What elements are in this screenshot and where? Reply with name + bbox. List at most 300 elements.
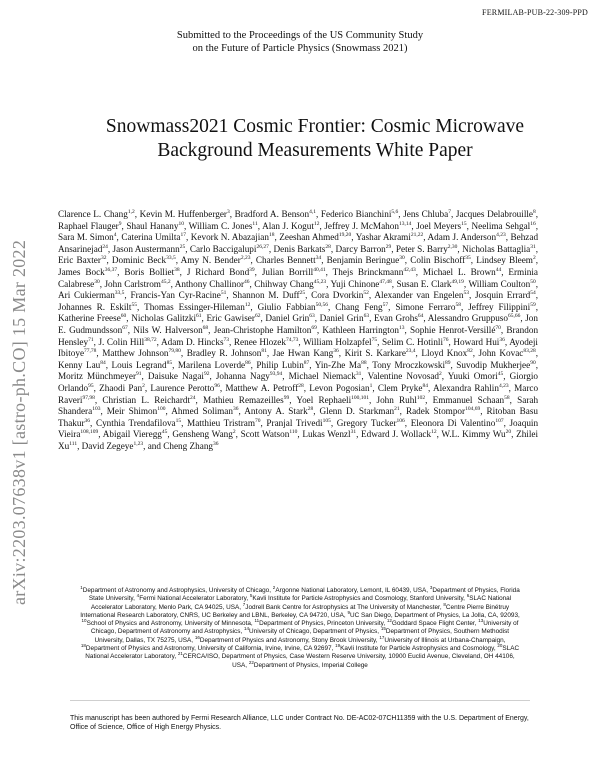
author-affiliation-mark: 7 xyxy=(448,208,451,215)
author-affiliation-mark: 36 xyxy=(333,348,339,355)
author-affiliation-mark: 55 xyxy=(131,301,137,308)
author-name: Katherine Freese xyxy=(58,313,121,324)
submission-line-2: on the Future of Particle Physics (Snowmass 2021) xyxy=(192,43,408,54)
author-affiliation-mark: 2 xyxy=(232,429,236,436)
author-affiliation-mark: 87 xyxy=(303,359,310,366)
author-affiliation-mark: 71 xyxy=(88,336,94,343)
author-name: Zeeshan Ahmed xyxy=(279,232,339,243)
author-affiliation-mark: 38 xyxy=(174,266,180,273)
author-affiliation-mark: 1,23 xyxy=(133,440,144,447)
affiliation-text: Jodrell Bank Centre for Astrophysics at The University of Manchester, xyxy=(245,603,442,611)
author-name: Mathieu Remazeilles xyxy=(203,394,284,405)
affiliation-number: 16 xyxy=(194,634,200,640)
footnote-divider xyxy=(70,700,530,701)
author-affiliation-mark: 60 xyxy=(120,313,127,320)
author-name: Caterina Umilta xyxy=(121,232,181,243)
author-affiliation-mark: 25 xyxy=(179,243,186,250)
author-affiliation-mark: 45 xyxy=(497,371,504,378)
author-name: Federico Bianchini xyxy=(320,209,392,219)
author-affiliation-mark: 70 xyxy=(495,324,501,331)
author-name: Matthieu Tristram xyxy=(187,417,255,428)
author-affiliation-mark: 26,27 xyxy=(256,243,269,250)
author-affiliation-mark: 4 xyxy=(113,232,117,239)
affiliation-number: 2 xyxy=(272,584,276,590)
affiliation-number: 22 xyxy=(248,659,254,665)
affiliation-number: 21 xyxy=(177,651,183,657)
author-name: Gensheng Wang xyxy=(172,429,233,440)
author-name: Lloyd Knox xyxy=(421,348,468,359)
author-name: Kevin M. Huffenberger xyxy=(139,209,227,219)
author-name: Ahmed Soliman xyxy=(171,406,233,417)
author-name: Ari Cukierman xyxy=(58,290,115,301)
author-affiliation-mark: 83,28 xyxy=(523,348,536,355)
author-name: Matthew Johnson xyxy=(102,348,169,359)
author-name: Shannon M. Duff xyxy=(232,290,300,301)
author-affiliation-mark: 62 xyxy=(254,313,261,320)
author-affiliation-mark: 30 xyxy=(94,278,100,285)
author-name: Lukas Wenzl xyxy=(302,429,351,440)
affiliation-text: Goddard Space Flight Center, xyxy=(391,620,477,628)
author-name: William C. Jones xyxy=(188,220,253,231)
author-name: James Bock xyxy=(58,266,105,277)
author-affiliation-mark: 103 xyxy=(92,406,101,413)
author-affiliation-mark: 13,14 xyxy=(398,220,412,227)
author-name: Nicholas Battaglia xyxy=(462,243,531,254)
author-affiliation-mark: 39 xyxy=(249,266,255,273)
author-name: Giulio Fabbian xyxy=(257,301,316,312)
author-affiliation-mark: 63 xyxy=(363,313,370,320)
author-affiliation-mark: 29 xyxy=(385,243,392,250)
affiliation-text: Kavli Institute for Particle Astrophysics and Cosmology, xyxy=(340,645,496,653)
author-affiliation-mark: 40,41 xyxy=(313,266,326,273)
affiliation-number: 17 xyxy=(379,634,385,640)
author-name: Dominic Beck xyxy=(111,255,167,266)
author-affiliation-mark: 108,109 xyxy=(80,429,99,436)
author-affiliation-mark: 54 xyxy=(530,290,536,297)
author-name: Clarence L. Chang xyxy=(58,209,128,219)
author-affiliation-mark: 95 xyxy=(88,382,94,389)
author-affiliation-mark: 51 xyxy=(220,290,227,297)
author-name: Alan J. Kogut xyxy=(262,220,314,231)
affiliation-number: 5 xyxy=(249,593,253,599)
author-name: Carlo Baccigalupi xyxy=(189,243,257,254)
arxiv-identifier-stamp: arXiv:2203.07638v1 [astro-ph.CO] 15 Mar 2022 xyxy=(9,239,29,605)
author-name: Bradley R. Johnson xyxy=(186,348,262,359)
author-name: Raphael Flauger xyxy=(58,220,119,231)
author-affiliation-mark: 2,30 xyxy=(447,243,458,250)
author-name: Sara M. Simon xyxy=(58,232,114,243)
author-name: Philip Lubin xyxy=(256,359,304,370)
author-name: Shaul Hanany xyxy=(126,220,179,231)
affiliation-text: UC San Diego, Department of Physics, La Jolla, CA, 92093, xyxy=(349,611,520,619)
author-affiliation-mark: 50 xyxy=(530,278,536,285)
author-affiliation-mark: 91 xyxy=(136,371,142,378)
author-affiliation-mark: 106 xyxy=(396,417,405,424)
author-affiliation-mark: 76 xyxy=(443,336,449,343)
author-name: Sarah Shandera xyxy=(58,394,539,417)
author-name: Daisuke Nagai xyxy=(147,371,204,382)
author-name: Gregory Tucker xyxy=(336,417,397,428)
author-affiliation-mark: 61 xyxy=(196,313,202,320)
affiliation-text: Department of Physics and Astronomy, Stony Brook University, xyxy=(199,636,378,644)
author-affiliation-mark: 58 xyxy=(455,301,461,308)
author-affiliation-mark: 92 xyxy=(203,371,210,378)
affiliation-text: CERCA/ISO, Department of Physics, Case Western Reserve University, 10900 Euclid Avenue, Cleveland, OH 44106, USA, xyxy=(182,653,515,669)
author-name: Marco Raveri xyxy=(58,382,539,405)
affiliation-text: Department of Physics, Princeton University, xyxy=(259,620,386,628)
author-name: Brandon Hensley xyxy=(58,324,539,347)
author-name: Abigail Vieregg xyxy=(102,429,162,440)
author-name: Kenny Lau xyxy=(58,359,101,370)
author-name: Eric Baxter xyxy=(58,255,101,266)
author-name: Marilena Loverde xyxy=(177,359,246,370)
author-affiliation-mark: 4,1 xyxy=(309,208,316,215)
author-name: Denis Barkats xyxy=(273,243,326,254)
author-affiliation-mark: 32 xyxy=(100,255,107,262)
author-name: Colin Bischoff xyxy=(410,255,466,266)
author-name: Cynthia Trendafilova xyxy=(95,417,176,428)
author-affiliation-mark: 58 xyxy=(504,394,510,401)
author-name: Alexandra Rahlin xyxy=(432,382,499,393)
author-affiliation-mark: 19,20 xyxy=(338,232,352,239)
author-affiliation-mark: 31 xyxy=(355,371,362,378)
author-name: Christian L. Reichardt xyxy=(102,394,191,405)
submission-notice xyxy=(0,29,600,55)
author-affiliation-mark: 31 xyxy=(350,429,357,436)
author-affiliation-mark: 20 xyxy=(505,429,512,436)
author-affiliation-mark: 21,22 xyxy=(410,232,424,239)
affiliation-text: Department of Physics, Florida State University, xyxy=(88,587,520,603)
author-name: Thomas Essinger-Hileman xyxy=(144,301,245,312)
author-name: Darcy Barron xyxy=(335,243,386,254)
author-name: Tony Mroczkowski xyxy=(372,359,445,370)
author-name: Amy N. Bender xyxy=(180,255,241,266)
author-name: John Carlstrom xyxy=(104,278,161,289)
author-affiliation-mark: 84 xyxy=(422,382,428,389)
author-affiliation-mark: 24 xyxy=(190,394,196,401)
author-affiliation-mark: 107 xyxy=(495,417,504,424)
author-affiliation-mark: 79,80 xyxy=(168,348,181,355)
submission-line-1: Submitted to the Proceedings of the US Community Study xyxy=(176,30,424,41)
affiliation-number: 8 xyxy=(443,601,446,607)
author-name: Suvodip Mukherjee xyxy=(456,359,531,370)
author-name: Erminia Calabrese xyxy=(58,266,538,289)
author-affiliation-mark: 10 xyxy=(178,220,184,227)
author-name: Francis-Yan Cyr-Racine xyxy=(130,290,221,301)
author-name: Howard Hui xyxy=(453,336,500,347)
author-affiliation-mark: 49,19 xyxy=(451,278,464,285)
author-name: Kevork N. Abazajian xyxy=(190,232,269,243)
author-affiliation-mark: 9 xyxy=(118,220,122,227)
author-affiliation-mark: 96 xyxy=(214,382,220,389)
author-name: Giorgio Orlando xyxy=(58,371,539,393)
affiliation-number: 14 xyxy=(244,626,250,632)
affiliation-number: 15 xyxy=(380,626,386,632)
affiliations-list xyxy=(78,584,522,670)
author-name: J Richard Bond xyxy=(186,266,250,277)
author-name: Yuji Chinone xyxy=(330,278,380,289)
author-affiliation-mark: 75 xyxy=(371,336,378,343)
affiliation-number: 10 xyxy=(81,618,87,624)
author-affiliation-mark: 50,56 xyxy=(315,301,328,308)
affiliation-number: 7 xyxy=(242,601,246,607)
author-affiliation-mark: 69 xyxy=(311,324,317,331)
author-name: Pranjal Trivedi xyxy=(266,417,323,428)
author-affiliation-mark: 34 xyxy=(315,255,322,262)
author-affiliation-mark: 21 xyxy=(394,406,400,413)
author-affiliation-mark: 1,2 xyxy=(127,208,135,215)
author-affiliation-mark: 12 xyxy=(313,220,320,227)
author-affiliation-mark: 4,23 xyxy=(498,382,509,389)
author-name: Adam J. Anderson xyxy=(427,232,497,243)
author-affiliation-mark: 70 xyxy=(254,417,261,424)
author-name: Emmanuel Schaan xyxy=(432,394,505,405)
author-affiliation-mark: 86 xyxy=(245,359,251,366)
affiliation-text: SLAC National Accelerator Laboratory, xyxy=(85,645,520,661)
author-name: Kirit S. Karkare xyxy=(344,348,406,359)
author-affiliation-mark: 31 xyxy=(530,243,536,250)
author-affiliation-mark: 36 xyxy=(499,336,505,343)
affiliation-text: University of Chicago, Department of Astronomy and Astrophysics, xyxy=(90,620,519,636)
author-affiliation-mark: 64 xyxy=(417,313,424,320)
author-name: Evan Grohs xyxy=(373,313,418,324)
author-affiliation-mark: 57 xyxy=(382,301,389,308)
author-affiliation-mark: 36 xyxy=(213,440,219,447)
author-affiliation-mark: 97,98 xyxy=(82,394,95,401)
author-affiliation-mark: 8 xyxy=(533,208,536,215)
author-affiliation-mark: 15 xyxy=(461,220,467,227)
author-affiliation-mark: 2 xyxy=(439,371,442,378)
author-affiliation-mark: 1 xyxy=(369,382,373,389)
author-name: Eric Gawiser xyxy=(206,313,255,324)
author-affiliation-mark: 45,23 xyxy=(313,278,327,285)
author-affiliation-mark: 33,5 xyxy=(114,290,125,297)
author-name: Neelima Sehgal xyxy=(471,220,531,231)
author-affiliation-mark: 88 xyxy=(361,359,367,366)
author-name: David Zegeye xyxy=(81,440,134,451)
report-number: FERMILAB-PUB-22-309-PPD xyxy=(482,8,588,17)
author-name: Cheng Zhang xyxy=(163,440,214,451)
affiliation-number: 13 xyxy=(478,618,484,624)
author-affiliation-mark: 11 xyxy=(252,220,258,227)
author-name: William Coulton xyxy=(468,278,531,289)
author-name: Boris Bolliet xyxy=(124,266,175,277)
author-name: Simone Ferraro xyxy=(395,301,456,312)
affiliation-text: School of Physics and Astronomy, University of Minnesota, xyxy=(86,620,253,628)
author-name: Yuuki Omori xyxy=(447,371,498,382)
affiliation-text: Kavli Institute for Particle Astrophysics and Cosmology, Stanford University, xyxy=(252,595,465,603)
author-affiliation-mark: 16 xyxy=(530,220,536,227)
author-name: Michael L. Brown xyxy=(422,266,496,277)
author-name: Jason Austermann xyxy=(112,243,180,254)
author-name: Selim C. Hotinli xyxy=(381,336,444,347)
author-name: Nicholas Galitzki xyxy=(131,313,197,324)
affiliation-number: 11 xyxy=(254,618,260,624)
author-affiliation-mark: 68 xyxy=(202,324,209,331)
author-name: Eleonora Di Valentino xyxy=(410,417,496,428)
author-name: Valentine Novosad xyxy=(367,371,440,382)
author-name: Joaquin Vieira xyxy=(58,417,539,440)
author-affiliation-mark: 42,43 xyxy=(403,266,416,273)
author-name: Clem Pryke xyxy=(377,382,423,393)
author-affiliation-mark: 73 xyxy=(223,336,230,343)
author-affiliation-mark: 47,48 xyxy=(379,278,392,285)
author-name: J. Colin Hill xyxy=(98,336,145,347)
author-affiliation-mark: 81 xyxy=(261,348,267,355)
author-affiliation-mark: 15 xyxy=(175,417,182,424)
affiliation-number: 18 xyxy=(80,642,86,648)
author-affiliation-mark: 104,69 xyxy=(465,406,481,413)
author-name: Charles Bennett xyxy=(255,255,316,266)
author-affiliation-mark: 63 xyxy=(309,313,315,320)
affiliation-text: Department of Physics, Imperial College xyxy=(253,661,368,669)
author-affiliation-mark: 65,66 xyxy=(507,313,521,320)
author-name: Cora Dvorkin xyxy=(311,290,364,301)
author-name: Jean-Christophe Hamilton xyxy=(213,324,312,335)
paper-title: Snowmass2021 Cosmic Frontier: Cosmic Microwave Background Measurements White Paper xyxy=(105,116,525,161)
author-name: Scott Watson xyxy=(240,429,290,440)
author-affiliation-mark: 13 xyxy=(399,324,405,331)
author-name: Susan E. Clark xyxy=(396,278,452,289)
author-affiliation-mark: 30 xyxy=(399,255,405,262)
author-name: Alessandro Gruppuso xyxy=(427,313,508,324)
affiliation-text: SLAC National Accelerator Laboratory, Menlo Park, CA 94025, USA, xyxy=(90,595,512,611)
author-name: W.L. Kimmy Wu xyxy=(441,429,506,440)
author-affiliation-mark: 36,37 xyxy=(104,266,118,273)
author-name: Adam D. Hincks xyxy=(160,336,224,347)
affiliation-number: 20 xyxy=(497,642,503,648)
affiliation-text: Centre Pierre Binétruy International Research Laboratory, CNRS, UC Berkeley and LBNL, Berkeley, CA 94720, USA, xyxy=(80,603,510,619)
author-name: Chihway Chang xyxy=(254,278,314,289)
author-name: Meir Shimon xyxy=(106,406,158,417)
author-name: Sophie Henrot-Versillé xyxy=(410,324,496,335)
author-affiliation-mark: 4,23 xyxy=(496,232,506,239)
author-name: William Holzapfel xyxy=(303,336,372,347)
author-name: Ritoban Basu Thakur xyxy=(58,406,538,428)
author-affiliation-mark: 53 xyxy=(463,290,469,297)
author-affiliation-mark: 2,23 xyxy=(240,255,251,262)
author-affiliation-mark: 82 xyxy=(467,348,473,355)
author-affiliation-mark: 18 xyxy=(268,232,275,239)
author-affiliation-mark: 46 xyxy=(244,278,250,285)
author-name: Daniel Grin xyxy=(319,313,364,324)
author-name: Renee Hlozek xyxy=(233,336,286,347)
affiliation-text: University of Illinois at Urbana-Champaign, xyxy=(384,636,506,644)
author-name: Kathleen Harrington xyxy=(322,324,400,335)
author-name: Alexander van Engelen xyxy=(374,290,464,301)
author-name: Jae Hwan Kang xyxy=(272,348,334,359)
author-affiliation-mark: 17 xyxy=(180,232,186,239)
author-affiliation-mark: 5,6 xyxy=(391,208,399,215)
author-affiliation-mark: 33,5 xyxy=(166,255,176,262)
author-name: Bradford A. Benson xyxy=(234,209,310,219)
author-name: Moritz Münchmeyer xyxy=(58,371,137,382)
author-affiliation-mark: 67 xyxy=(122,324,128,331)
affiliation-text: Argonne National Laboratory, Lemont, IL 60439, USA, xyxy=(275,587,429,594)
affiliation-number: 9 xyxy=(347,609,350,615)
affiliation-number: 19 xyxy=(335,642,341,648)
author-affiliation-mark: 28 xyxy=(307,406,314,413)
author-name: Matthew A. Petroff xyxy=(225,382,299,393)
author-name: Jeffrey Filippini xyxy=(468,301,531,312)
author-affiliation-mark: 25 xyxy=(299,290,306,297)
author-affiliation-mark: 23,4 xyxy=(405,348,416,355)
author-affiliation-mark: 59 xyxy=(530,301,536,308)
author-affiliation-mark: 12 xyxy=(244,301,251,308)
author-name: Jeffrey J. McMahon xyxy=(324,220,399,231)
author-name: Laurence Perotto xyxy=(150,382,215,393)
author-affiliation-mark: 100,101 xyxy=(351,394,370,401)
affiliation-number: 3 xyxy=(429,584,433,590)
author-affiliation-mark: 52 xyxy=(363,290,369,297)
author-name: Joel Meyers xyxy=(416,220,462,231)
author-name: Josquin Errard xyxy=(474,290,531,301)
author-name: Thejs Brinckmann xyxy=(332,266,404,277)
author-name: Levon Pogosian xyxy=(309,382,370,393)
author-name: Edward J. Wollack xyxy=(361,429,432,440)
author-name: Peter S. Barry xyxy=(395,243,448,254)
author-affiliation-mark: 38,72 xyxy=(144,336,157,343)
author-name: Ayodeji Ibitoye xyxy=(58,336,538,359)
author-affiliation-mark: 28 xyxy=(325,243,331,250)
author-name: Behzad Ansarinejad xyxy=(58,232,539,254)
author-name: Benjamin Beringue xyxy=(326,255,400,266)
author-affiliation-mark: 2 xyxy=(142,382,145,389)
author-name: Johannes R. Eskilt xyxy=(58,301,132,312)
author-affiliation-mark: 100 xyxy=(157,406,166,413)
author-name: Jens Chluba xyxy=(403,209,449,219)
author-name: Lindsey Bleem xyxy=(476,255,533,266)
affiliation-text: University of Chicago, Department of Physics, xyxy=(249,628,380,636)
author-affiliation-mark: 45 xyxy=(161,429,168,436)
author-affiliation-mark: 12 xyxy=(431,429,437,436)
author-name: Yoel Rephaeli xyxy=(296,394,352,405)
author-affiliation-mark: 74,73 xyxy=(285,336,299,343)
author-name: Zhaodi Pan xyxy=(99,382,143,393)
author-name: John Kovac xyxy=(478,348,524,359)
author-affiliation-mark: 84 xyxy=(100,359,106,366)
author-name: Nils W. Halverson xyxy=(133,324,203,335)
affiliation-text: Department of Physics, Southern Methodist University, Dallas, TX 75275, USA, xyxy=(94,628,510,644)
author-name: Johanna Nagy xyxy=(215,371,270,382)
author-name: Michael Niemack xyxy=(288,371,356,382)
author-affiliation-mark: 99 xyxy=(283,394,290,401)
author-name: Radek Stompor xyxy=(405,406,466,417)
author-affiliation-mark: 36 xyxy=(232,406,239,413)
affiliation-number: 4 xyxy=(136,593,140,599)
author-affiliation-mark: 2 xyxy=(532,255,536,262)
author-affiliation-mark: 93,94 xyxy=(269,371,283,378)
funding-footnote: This manuscript has been authored by Fermi Research Alliance, LLC under Contract No. DE-AC02-07CH11359 with the U.S. Department of Energy, Office of Science, Office of High Energy Physics. xyxy=(70,715,529,732)
author-name: Chang Feng xyxy=(335,301,383,312)
author-name: Yin-Zhe Ma xyxy=(314,359,362,370)
author-name: Antony A. Stark xyxy=(244,406,308,417)
author-affiliation-mark: 35 xyxy=(465,255,471,262)
author-name: Julian Borrill xyxy=(261,266,314,277)
author-name: Glenn D. Starkman xyxy=(319,406,395,417)
author-name: Yashar Akrami xyxy=(355,232,411,243)
author-affiliation-mark: 89 xyxy=(445,359,451,366)
author-list: Clarence L. Chang$^{1,2}$, Kevin M. Huffenberger$^3$, Bradford A. Benson$^{4,1}$, Federico Bianchini$^{5,6}$, Jens Chluba$^7$, Jacques Delabrouille$^8$, Raphael Flauger$^9$, Shaul Hanany$^{10}$, William C. Jones$^{11}$, Alan J. Kogut$^{12}$, Jeffrey J. McMahon$^{13,14}$, Joel Meyers$^{15}$, Neelima Sehgal$^{16}$, Sara M. Simon$^4$, Caterina Umilta$^{17}$, Kevork N. Abazajian$^{18}$, Zeeshan Ahmed$^{19,20}$, Yashar Akrami$^{21,22}$, Adam J. Anderson$^{4,23}$, Behzad Ansarinejad$^{24}$, Jason Austermann$^{25}$, Carlo Baccigalupi$^{26,27}$, Denis Barkats$^{28}$, Darcy Barron$^{29}$, Peter S. Barry$^{2,30}$, Nicholas Battaglia$^{31}$, Eric Baxter$^{32}$, Dominic Beck$^{33,5}$, Amy N. Bender$^{2,23}$, Charles Bennett$^{34}$, Benjamin Beringue$^{30}$, Colin Bischoff$^{35}$, Lindsey Bleem$^2$, James Bock$^{36,37}$, Boris Bolliet$^{38}$, J Richard Bond$^{39}$, Julian Borrill$^{40,41}$, Thejs Brinckmann$^{42,43}$, Michael L. Brown$^{44}$, Erminia Calabrese$^{30}$, John Carlstrom$^{45,2}$, Anthony Challinor$^{46}$, Chihway Chang$^{45,23}$, Yuji Chinone$^{47,48}$, Susan E. Clark$^{49,19}$, William Coulton$^{50}$, Ari Cukierman$^{33,5}$, Francis-Yan Cyr-Racine$^{51}$, Shannon M. Duff$^{25}$, Cora Dvorkin$^{52}$, Alexander van Engelen$^{53}$, Josquin Errard$^{54}$, Johannes R. Eskilt$^{55}$, Thomas Essinger-Hileman$^{12}$, Giulio Fabbian$^{50,56}$, Chang Feng$^{57}$, Simone Ferraro$^{58}$, Jeffrey Filippini$^{59}$, Katherine Freese$^{60}$, Nicholas Galitzki$^{61}$, Eric Gawiser$^{62}$, Daniel Grin$^{63}$, Daniel Grin$^{63}$, Evan Grohs$^{64}$, Alessandro Gruppuso$^{65,66}$, Jon E. Gudmundsson$^{67}$, Nils W. Halverson$^{68}$, Jean-Christophe Hamilton$^{69}$, Kathleen Harrington$^{13}$, Sophie Henrot-Versillé$^{70}$, Brandon Hensley$^{71}$, J. Colin Hill$^{38,72}$, Adam D. Hincks$^{73}$, Renee Hlozek$^{74,73}$, William Holzapfel$^{75}$, Selim C. Hotinli$^{76}$, Howard Hui$^{36}$, Ayodeji Ibitoye$^{77,78}$, Matthew Johnson$^{79,80}$, Bradley R. Johnson$^{81}$, Jae Hwan Kang$^{36}$, Kirit S. Karkare$^{23,4}$, Lloyd Knox$^{82}$, John Kovac$^{83,28}$, Kenny Lau$^{84}$, Louis Legrand$^{85}$, Marilena Loverde$^{86}$, Philip Lubin$^{87}$, Yin-Zhe Ma$^{88}$, Tony Mroczkowski$^{89}$, Suvodip Mukherjee$^{90}$, Moritz Münchmeyer$^{91}$, Daisuke Nagai$^{92}$, Johanna Nagy$^{93,94}$, Michael Niemack$^{31}$, Valentine Novosad$^2$, Yuuki Omori$^{45}$, Giorgio Orlando$^{95}$, Zhaodi Pan$^2$, Laurence Perotto$^{96}$, Matthew A. Petroff$^{28}$, Levon Pogosian$^1$, Clem Pryke$^{84}$, Alexandra Rahlin$^{4,23}$, Marco Raveri$^{97,98}$, Christian L. Reichardt$^{24}$, Mathieu Remazeilles$^{99}$, Yoel Rephaeli$^{100,101}$, John Ruhl$^{102}$, Emmanuel Schaan$^{58}$, Sarah Shandera$^{103}$, Meir Shimon$^{100}$, Ahmed Soliman$^{36}$, Antony A. Stark$^{28}$, Glenn D. Starkman$^{21}$, Radek Stompor$^{104,69}$, Ritoban Basu Thakur$^{36}$, Cynthia Trendafilova$^{15}$, Matthieu Tristram$^{70}$, Pranjal Trivedi$^{105}$, Gregory Tucker$^{106}$, Eleonora Di Valentino$^{107}$, Joaquin Vieira$^{108,109}$, Abigail Vieregg$^{45}$, Gensheng Wang$^2$, Scott Watson$^{110}$, Lukas Wenzl$^{31}$, Edward J. Wollack$^{12}$, W.L. Kimmy Wu$^{20}$, Zhilei Xu$^{111}$, David Zegeye$^{1,23}$, and Cheng Zhang$^{36}$ xyxy=(58,208,539,451)
affiliation-number: 12 xyxy=(386,618,392,624)
author-affiliation-mark: 3 xyxy=(226,208,230,215)
author-name: Louis Legrand xyxy=(111,359,167,370)
author-affiliation-mark: 36 xyxy=(84,417,91,424)
author-name: Anthony Challinor xyxy=(174,278,245,289)
author-name: Daniel Grin xyxy=(265,313,310,324)
author-name: John Ruhl xyxy=(376,394,417,405)
author-affiliation-mark: 111 xyxy=(69,440,78,447)
